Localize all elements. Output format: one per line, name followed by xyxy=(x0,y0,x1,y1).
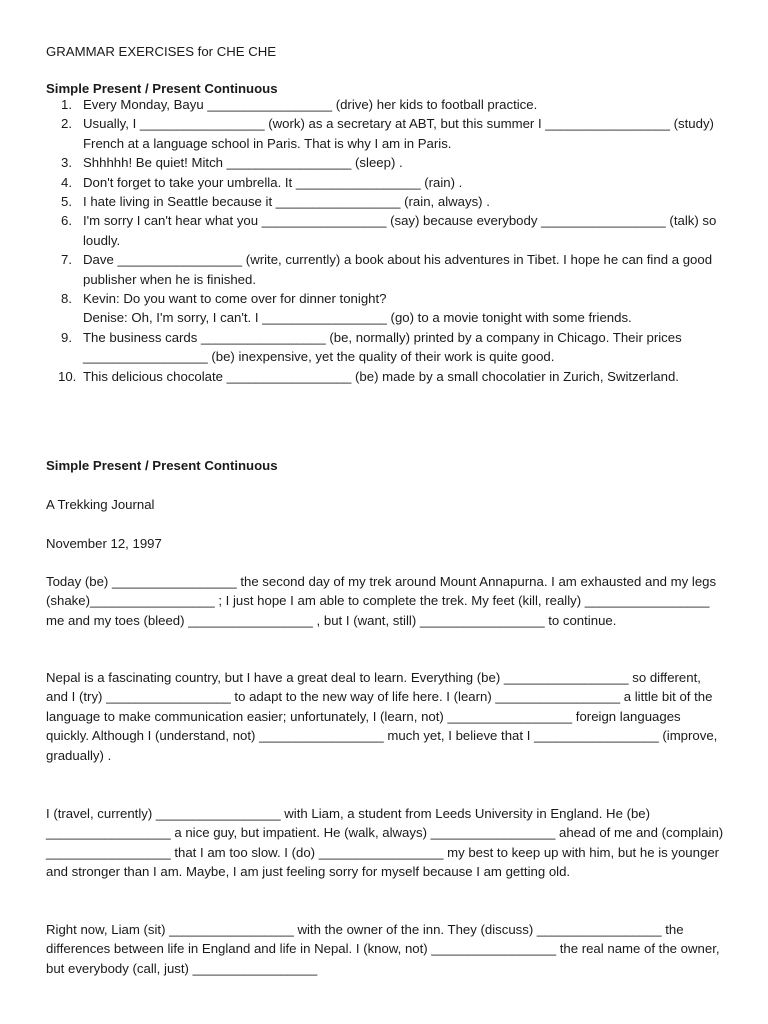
journal-date: November 12, 1997 xyxy=(46,536,162,551)
journal-paragraph: I (travel, currently) _________________ with Liam, a student from Leeds University in England. He (be) _________________ a nice guy, but impatient. He (walk, always) _________________ ahead of me and (complain) _________________ that I am too slow. I (do) _________________ my best to keep up with him, but he is younger and stronger than I am. Maybe, I am just feeling sorry for myself because I am getting old. xyxy=(46,806,724,880)
item-text: Dave _________________ (write, currently) a book about his adventures in Tibet. I hope he can find a good publisher when he is finished. xyxy=(83,252,713,287)
item-number: 3 . xyxy=(46,153,72,172)
journal-paragraph: Nepal is a fascinating country, but I have a great deal to learn. Everything (be) _________________ so different, and I (try) _________________ to adapt to the new way of life here. I (learn) _________________ a little bit of the language to make communication easier; unfortunately, I (learn, not) _________________ foreign languages quickly. Although I (understand, not) _________________ much yet, I believe that I _________________ (improve, gradually) . xyxy=(46,670,718,763)
exercise-item xyxy=(46,367,736,386)
item-text: I'm sorry I can't hear what you _________________ (say) because everybody _________________ (talk) so loudly. xyxy=(83,213,717,248)
exercise-item xyxy=(46,153,736,172)
section-heading-1: Simple Present / Present Continuous xyxy=(46,81,278,96)
item-text: This delicious chocolate _________________ (be) made by a small chocolatier in Zurich, Switzerland. xyxy=(83,368,679,384)
item-number: 5 . xyxy=(46,192,72,211)
document-title: GRAMMAR EXERCISES for CHE CHE xyxy=(46,44,277,59)
item-number: 4 . xyxy=(46,173,72,192)
item-number: 10 . xyxy=(58,367,76,386)
exercise-item xyxy=(46,250,736,289)
item-number: 2 . xyxy=(46,114,72,133)
item-number: 7 . xyxy=(46,250,72,269)
exercise-item xyxy=(46,211,736,250)
exercise-item xyxy=(46,328,736,367)
exercise-list xyxy=(46,95,736,386)
item-number: 1 . xyxy=(46,95,72,114)
journal-title: A Trekking Journal xyxy=(46,497,155,512)
item-text: Kevin: Do you want to come over for dinner tonight? xyxy=(83,291,387,307)
item-text: I hate living in Seattle because it _________________ (rain, always) . xyxy=(83,194,490,210)
item-text: Shhhhh! Be quiet! Mitch _________________ (sleep) . xyxy=(83,155,403,171)
item-text: Usually, I _________________ (work) as a secretary at ABT, but this summer I _________________ (study) French at a language school in Paris. That is why I am in Paris. xyxy=(83,116,714,151)
journal-paragraph: Today (be) _________________ the second day of my trek around Mount Annapurna. I am exhausted and my legs (shake)_________________ ; I just hope I am able to complete the trek. My feet (kill, really) _________________ me and my toes (bleed) _________________ , but I (want, still) _________________ to continue. xyxy=(46,574,717,628)
item-text-continued: Denise: Oh, I'm sorry, I can't. I _________________ (go) to a movie tonight with some friends. xyxy=(83,310,632,326)
item-text: Every Monday, Bayu _________________ (drive) her kids to football practice. xyxy=(83,97,538,112)
exercise-item xyxy=(46,173,736,192)
journal-paragraph: Right now, Liam (sit) _________________ with the owner of the inn. They (discuss) _________________ the differences between life in England and life in Nepal. I (know, not) _________________ the real name of the owner, but everybody (call, just) _________________ xyxy=(46,922,720,976)
section-heading-2: Simple Present / Present Continuous xyxy=(46,458,278,473)
exercise-item xyxy=(46,289,736,328)
item-text: The business cards _________________ (be, normally) printed by a company in Chicago. Their prices _________________ (be) inexpensive, yet the quality of their work is quite good. xyxy=(83,329,682,365)
item-number: 8 . xyxy=(46,289,72,308)
item-number: 6 . xyxy=(46,211,72,230)
exercise-item xyxy=(46,114,736,153)
exercise-item xyxy=(46,95,736,114)
exercise-item xyxy=(46,192,736,211)
item-number: 9 . xyxy=(46,328,72,347)
item-text: Don't forget to take your umbrella. It _________________ (rain) . xyxy=(83,174,463,190)
